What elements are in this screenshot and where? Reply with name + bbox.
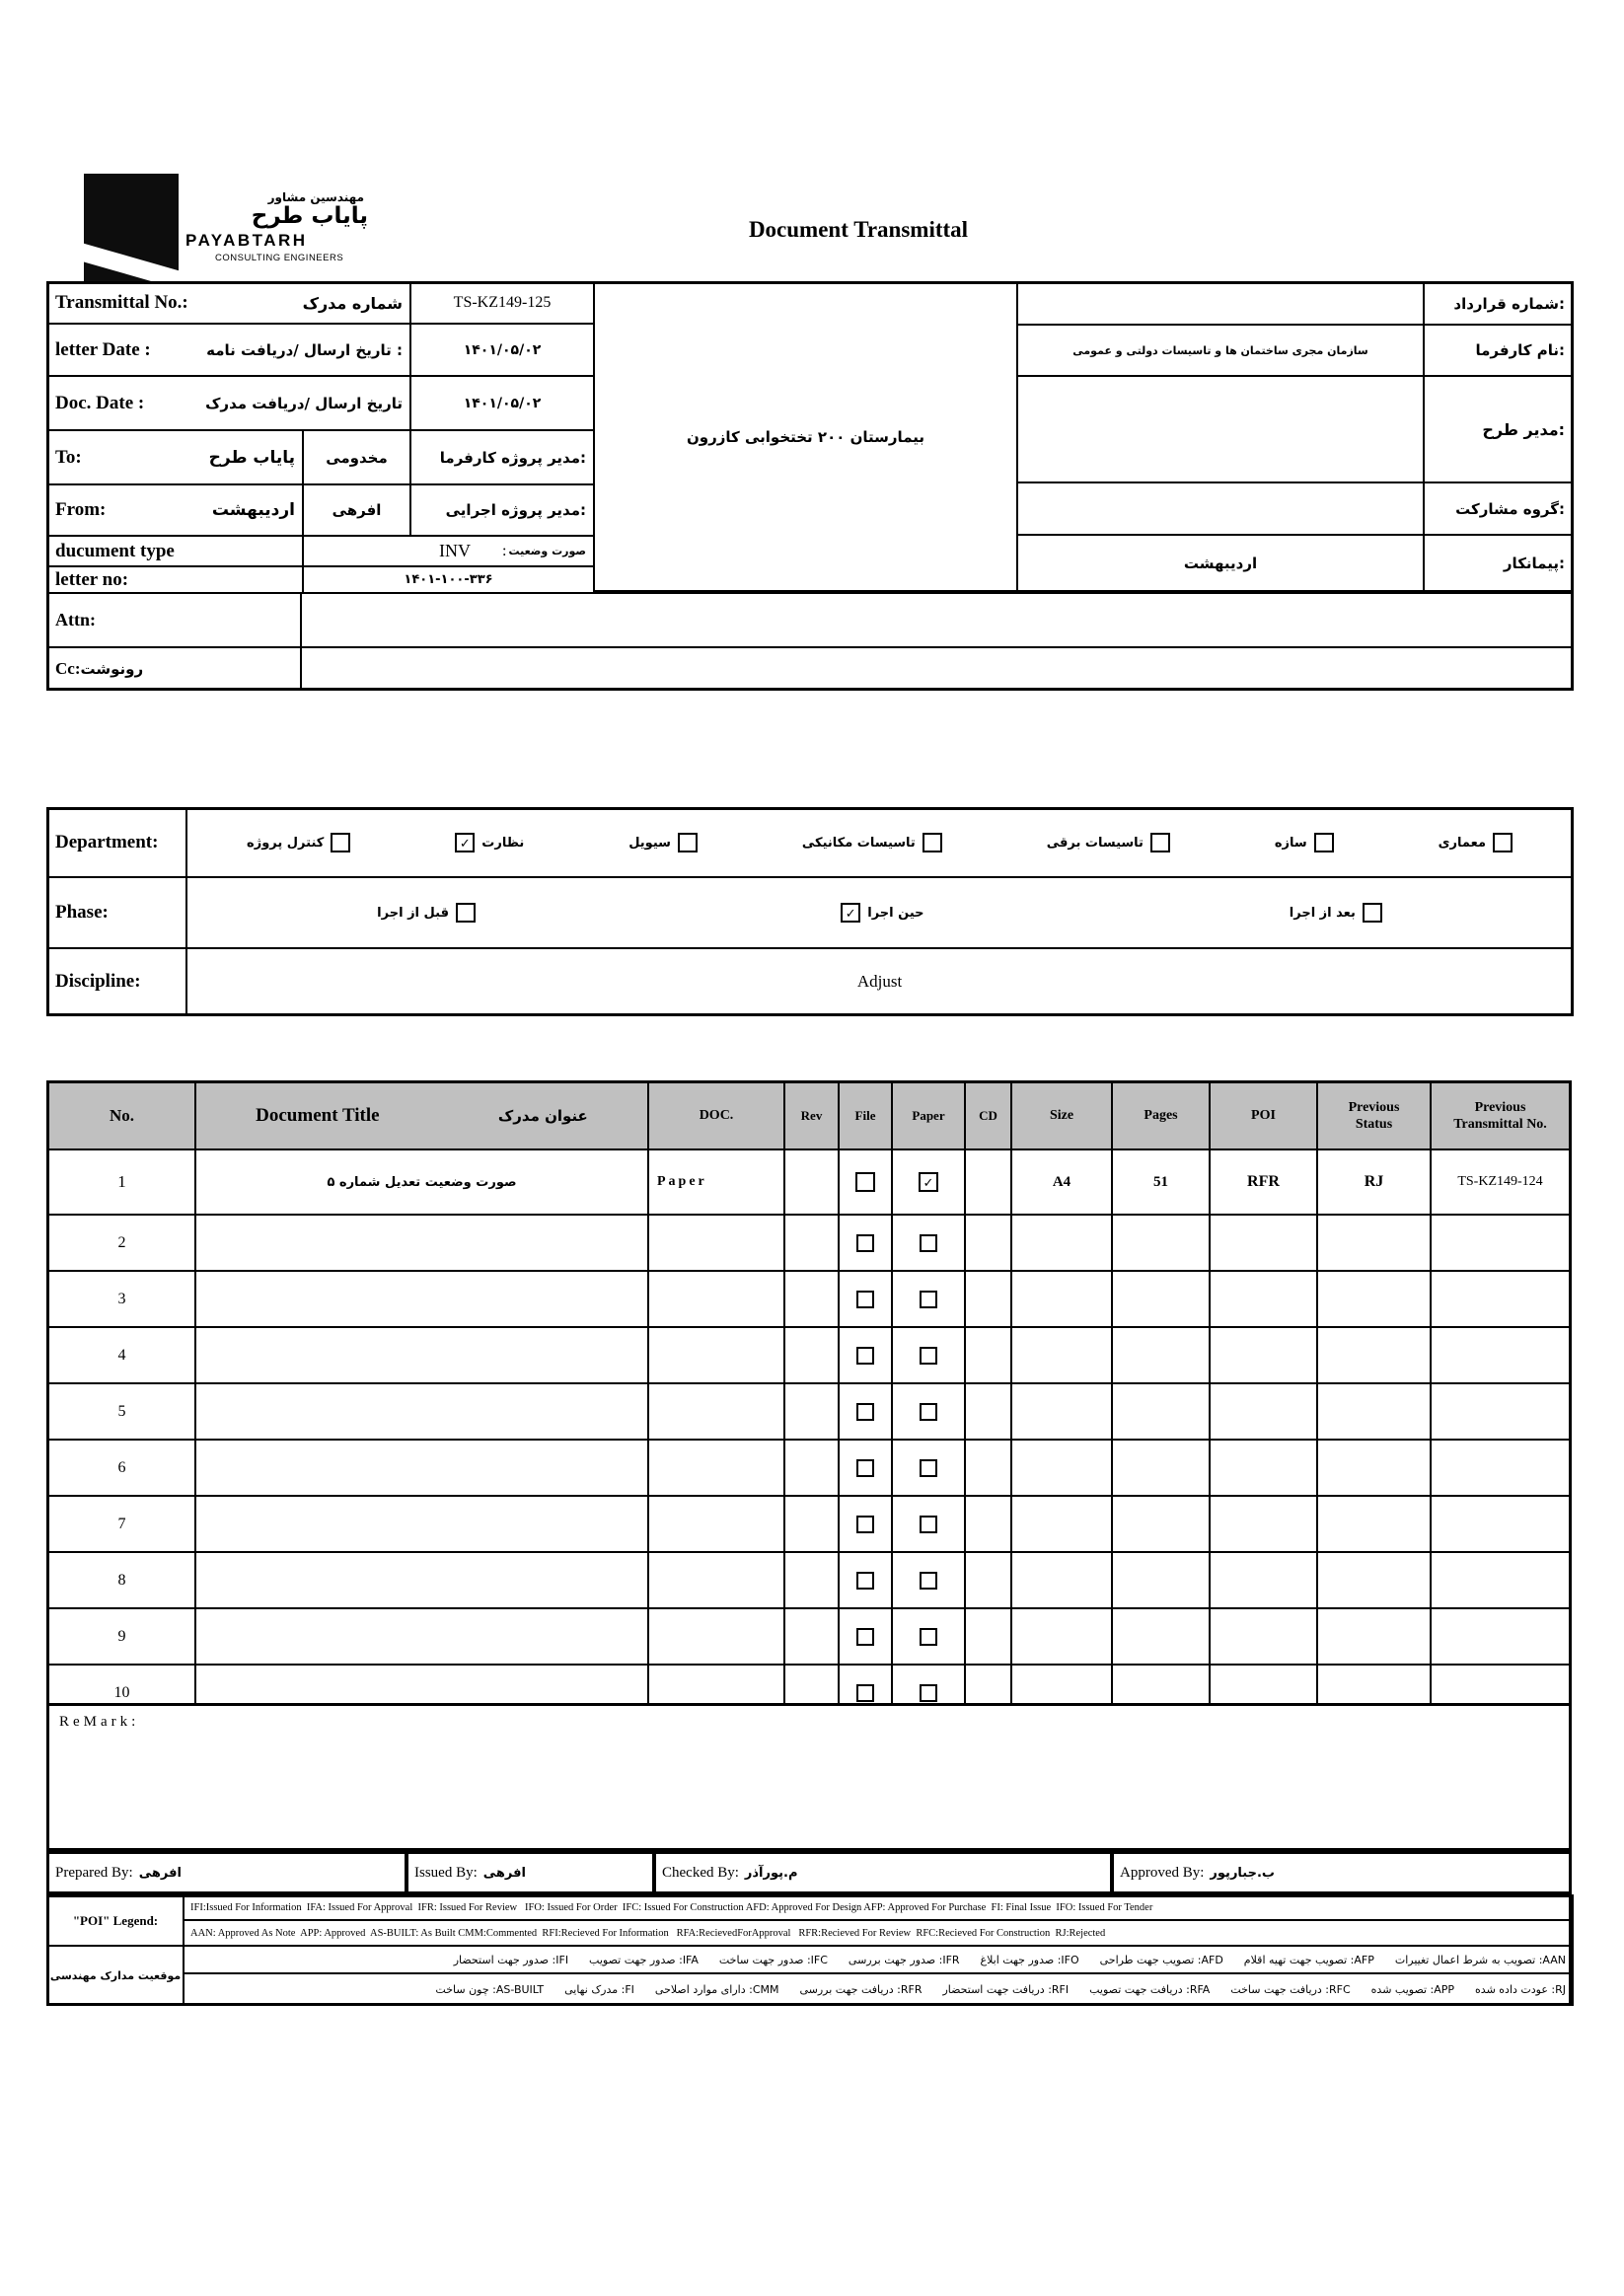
row1-file-cell	[840, 1150, 893, 1214]
contractor-value-cell	[1016, 534, 1425, 592]
row-pages	[1113, 1553, 1211, 1607]
row-poi	[1211, 1441, 1318, 1495]
to-person: مخدومی	[326, 448, 388, 467]
row-no: 10	[49, 1666, 196, 1720]
row-poi	[1211, 1384, 1318, 1439]
row-prev-transmittal	[1432, 1441, 1569, 1495]
col-prev-status	[1318, 1083, 1432, 1148]
checkbox-item	[1290, 903, 1382, 923]
paper-checkbox	[920, 1459, 937, 1477]
discipline-label-cell	[46, 947, 187, 1016]
contract-no-value-cell	[1016, 281, 1425, 326]
checkbox-item	[628, 833, 698, 852]
cc-label-cell	[46, 646, 302, 691]
poi-legend-label: "POI" Legend:	[72, 1912, 159, 1928]
row-doc	[649, 1216, 785, 1270]
row-size	[1012, 1216, 1113, 1270]
executive-pm-label-cell	[409, 483, 595, 537]
row-prev-status	[1318, 1553, 1432, 1607]
checkbox-item	[1047, 833, 1170, 852]
row-file-cell	[840, 1497, 893, 1551]
page-title: Document Transmittal	[748, 217, 969, 242]
row-size	[1012, 1609, 1113, 1664]
checkbox-item	[841, 903, 923, 923]
row-prev-transmittal	[1432, 1497, 1569, 1551]
row-rev	[785, 1272, 840, 1326]
company-brand	[185, 190, 378, 263]
to-value: پایاب طرح	[208, 447, 295, 468]
paper-checkbox	[920, 1628, 937, 1646]
unchecked-checkbox	[1363, 903, 1382, 923]
col-prev-status-line2: Status	[1355, 1117, 1393, 1132]
from-person: افرهی	[332, 501, 382, 519]
document-row-empty	[49, 1609, 1569, 1666]
col-title	[196, 1083, 649, 1148]
poi-legend-fa-line1: AAN: تصویب به شرط اعمال تغییرات AFP: تصویب جهت تهیه اقلام AFD: تصویب جهت طراحی IFO: صدور جهت ابلاغ IFR: صدور جهت بررسی IFC: صدور جهت ساخت IFA: صدور جهت تصویب IFI: صدور جهت استحضار	[183, 1945, 1574, 1974]
department-label: Department:	[55, 832, 159, 852]
jv-group-label-cell	[1423, 481, 1574, 536]
issued-by-value: افرهی	[482, 1865, 526, 1881]
row-title	[196, 1272, 649, 1326]
row-paper-cell	[893, 1272, 966, 1326]
design-manager-label-cell	[1423, 375, 1574, 483]
row1-doc: Paper	[649, 1150, 785, 1214]
row-poi	[1211, 1497, 1318, 1551]
checkbox-label: معماری	[1438, 835, 1487, 851]
row-title	[196, 1609, 649, 1664]
row1-cd	[966, 1150, 1012, 1214]
file-checkbox	[856, 1516, 874, 1533]
row-paper-cell	[893, 1328, 966, 1382]
row-paper-cell	[893, 1384, 966, 1439]
phase-label: Phase:	[55, 902, 109, 923]
row-doc	[649, 1272, 785, 1326]
discipline-value: Adjust	[856, 972, 903, 991]
letter-no-value: ۱۴۰۱-۱۰۰-۳۳۶	[404, 572, 493, 587]
row-doc	[649, 1328, 785, 1382]
row-cd	[966, 1272, 1012, 1326]
checkbox-label: سیویل	[628, 835, 671, 851]
checkbox-label: حین اجرا	[867, 905, 924, 921]
letter-date-value: ۱۴۰۱/۰۵/۰۲	[463, 341, 542, 358]
contractor-label-cell	[1423, 534, 1574, 592]
document-list-table	[46, 1080, 1572, 1723]
row-title	[196, 1328, 649, 1382]
brand-en-sub: CONSULTING ENGINEERS	[215, 253, 344, 264]
row-prev-status	[1318, 1441, 1432, 1495]
phase-label-cell	[46, 876, 187, 949]
to-cell	[46, 429, 304, 485]
checkbox-item	[377, 903, 476, 923]
doc-date-value: ۱۴۰۱/۰۵/۰۲	[463, 395, 542, 411]
col-prev-transmittal	[1432, 1083, 1569, 1148]
row-poi	[1211, 1272, 1318, 1326]
file-checkbox	[856, 1628, 874, 1646]
row-pages	[1113, 1609, 1211, 1664]
row-pages	[1113, 1441, 1211, 1495]
checked-by-value: م.پورآذر	[744, 1865, 798, 1881]
row-size	[1012, 1328, 1113, 1382]
row-no: 3	[49, 1272, 196, 1326]
unchecked-checkbox	[331, 833, 350, 852]
col-title-fa: عنوان مدرک	[497, 1107, 588, 1125]
row-doc	[649, 1441, 785, 1495]
file-checkbox	[856, 1347, 874, 1365]
checkbox-item	[1275, 833, 1334, 852]
prepared-by-cell	[46, 1851, 407, 1894]
row-file-cell	[840, 1272, 893, 1326]
row-no: 4	[49, 1328, 196, 1382]
contractor-value: اردیبهشت	[1183, 554, 1258, 572]
checkbox-label: نظارت	[481, 835, 525, 851]
doc-position-label-cell	[46, 1945, 185, 2006]
to-label: To:	[55, 446, 82, 468]
to-person-cell	[302, 429, 411, 485]
file-checkbox	[856, 1572, 874, 1590]
row-file-cell	[840, 1216, 893, 1270]
discipline-label: Discipline:	[55, 971, 141, 992]
letter-no-value-cell	[302, 565, 595, 594]
row-size	[1012, 1553, 1113, 1607]
document-type-value-cell	[302, 535, 595, 567]
row-prev-transmittal	[1432, 1609, 1569, 1664]
prepared-by-value: افرهی	[138, 1865, 182, 1881]
checked-by-cell	[653, 1851, 1113, 1894]
letter-date-label: letter Date :	[55, 338, 151, 360]
doc-date-label: Doc. Date :	[55, 392, 145, 413]
row-title	[196, 1553, 649, 1607]
brand-fa-small: مهندسین مشاور	[267, 190, 364, 204]
row-cd	[966, 1609, 1012, 1664]
row-title	[196, 1216, 649, 1270]
checkbox-label: تاسیسات برقی	[1046, 835, 1144, 851]
checkbox-item	[1439, 833, 1513, 852]
row-rev	[785, 1553, 840, 1607]
approved-by-label: Approved By:	[1120, 1864, 1205, 1881]
row-file-cell	[840, 1553, 893, 1607]
document-table-header	[49, 1083, 1569, 1150]
row-file-cell	[840, 1384, 893, 1439]
row-pages	[1113, 1497, 1211, 1551]
unchecked-checkbox	[678, 833, 698, 852]
prepared-by-label: Prepared By:	[55, 1864, 133, 1881]
file-checkbox	[856, 1234, 874, 1252]
brand-en-name: PAYABTARH	[185, 231, 308, 251]
document-row-empty	[49, 1497, 1569, 1553]
row1-no: 1	[49, 1150, 196, 1214]
transmittal-no-label-cell	[46, 281, 411, 325]
file-checkbox	[856, 1291, 874, 1308]
row-doc	[649, 1497, 785, 1551]
paper-checkbox	[920, 1291, 937, 1308]
row-no: 2	[49, 1216, 196, 1270]
row-cd	[966, 1384, 1012, 1439]
col-prev-transmittal-line2: Transmittal No.	[1453, 1117, 1547, 1132]
row1-prev-status: RJ	[1318, 1150, 1432, 1214]
col-prev-status-line1: Previous	[1348, 1099, 1400, 1115]
attn-label: Attn:	[55, 610, 96, 630]
client-name-value: سازمان مجری ساختمان ها و تاسیسات دولتی و عمومی	[1072, 343, 1368, 357]
checked-checkbox: ✓	[841, 903, 860, 923]
document-row-empty	[49, 1553, 1569, 1609]
approved-by-value: ب.جبارپور	[1210, 1865, 1275, 1881]
unchecked-checkbox	[1493, 833, 1513, 852]
document-row-empty	[49, 1384, 1569, 1441]
paper-checkbox	[920, 1347, 937, 1365]
poi-legend-fa-line2: RJ: عودت داده شده APP: تصویب شده RFC: دریافت جهت ساخت RFA: دریافت جهت تصویب RFI: دریافت جهت استحضار RFR: دریافت جهت بررسی CMM: دارای موارد اصلاحی FI: مدرک نهایی AS-BUILT: چون ساخت	[183, 1972, 1574, 2006]
contractor-label: پیمانکار:	[1503, 554, 1565, 572]
remark-label: ReMark:	[59, 1714, 140, 1730]
row-size	[1012, 1441, 1113, 1495]
paper-checkbox	[920, 1403, 937, 1421]
row-doc	[649, 1609, 785, 1664]
row-file-cell	[840, 1328, 893, 1382]
client-pm-label-cell	[409, 429, 595, 485]
issued-by-label: Issued By:	[414, 1864, 478, 1881]
project-name-cell	[593, 281, 1018, 592]
project-name: بیمارستان ۲۰۰ تختخوابی کازرون	[686, 427, 925, 446]
row-paper-cell	[893, 1441, 966, 1495]
row-prev-transmittal	[1432, 1328, 1569, 1382]
unchecked-checkbox	[1314, 833, 1334, 852]
row-prev-transmittal	[1432, 1272, 1569, 1326]
document-row-empty	[49, 1216, 1569, 1272]
row-no: 5	[49, 1384, 196, 1439]
letter-date-label-fa: تاریخ ارسال /دریافت نامه :	[206, 340, 403, 359]
paper-checkbox	[920, 1572, 937, 1590]
letter-no-label-cell	[46, 565, 304, 594]
row-prev-transmittal	[1432, 1553, 1569, 1607]
document-row-empty	[49, 1441, 1569, 1497]
row-cd	[966, 1441, 1012, 1495]
row-no: 9	[49, 1609, 196, 1664]
row-rev	[785, 1609, 840, 1664]
row-cd	[966, 1328, 1012, 1382]
attn-value-cell	[300, 592, 1574, 648]
row-rev	[785, 1216, 840, 1270]
col-prev-transmittal-line1: Previous	[1474, 1099, 1526, 1115]
discipline-value-cell	[185, 947, 1574, 1016]
from-cell	[46, 483, 304, 537]
approved-by-cell	[1111, 1851, 1572, 1894]
row-paper-cell	[893, 1609, 966, 1664]
row-doc	[649, 1384, 785, 1439]
checkbox-label: تاسیسات مکانیکی	[801, 835, 916, 851]
document-type-fa: صورت وضعیت	[508, 545, 586, 557]
design-manager-value-cell	[1016, 375, 1425, 483]
row1-paper-cell	[893, 1150, 966, 1214]
row-rev	[785, 1441, 840, 1495]
poi-legend-label-cell	[46, 1894, 185, 1947]
row1-prev-transmittal: TS-KZ149-124	[1457, 1174, 1543, 1189]
client-name-label: نام کارفرما:	[1475, 341, 1565, 359]
row-prev-status	[1318, 1216, 1432, 1270]
col-size: Size	[1012, 1083, 1113, 1148]
checkbox-label: کنترل پروژه	[247, 835, 325, 851]
design-manager-label: مدیر طرح:	[1482, 419, 1565, 439]
col-doc: DOC.	[649, 1083, 785, 1148]
row-prev-status	[1318, 1272, 1432, 1326]
unchecked-checkbox	[923, 833, 942, 852]
row-prev-status	[1318, 1328, 1432, 1382]
department-checklist	[185, 807, 1574, 878]
file-checkbox	[856, 1684, 874, 1702]
col-title-en: Document Title	[256, 1105, 380, 1126]
row-rev	[785, 1497, 840, 1551]
checked-checkbox: ✓	[455, 833, 475, 852]
row-size	[1012, 1272, 1113, 1326]
row-file-cell	[840, 1609, 893, 1664]
row-cd	[966, 1216, 1012, 1270]
contract-no-label: شماره قرارداد:	[1453, 294, 1565, 313]
transmittal-no-label: Transmittal No.:	[55, 292, 188, 313]
col-file: File	[840, 1083, 893, 1148]
row-paper-cell	[893, 1553, 966, 1607]
row-no: 8	[49, 1553, 196, 1607]
file-checkbox	[856, 1403, 874, 1421]
row-prev-transmittal	[1432, 1216, 1569, 1270]
document-type-value: INV	[439, 541, 471, 560]
row-paper-cell	[893, 1497, 966, 1551]
row-cd	[966, 1553, 1012, 1607]
checkbox-item	[247, 833, 350, 852]
row-pages	[1113, 1216, 1211, 1270]
poi-legend-en-line2: AAN: Approved As Note APP: Approved AS-BUILT: As Built CMM:Commented RFI:Recieved For Information RFA:RecievedForApproval RFR:Recieved For Review RFC:Recieved For Construction RJ:Rejected	[183, 1919, 1574, 1947]
col-cd: CD	[966, 1083, 1012, 1148]
document-row-empty	[49, 1328, 1569, 1384]
document-row-1	[49, 1150, 1569, 1216]
unchecked-checkbox	[456, 903, 476, 923]
file-checkbox	[855, 1172, 875, 1192]
col-rev: Rev	[785, 1083, 840, 1148]
row-prev-status	[1318, 1497, 1432, 1551]
row-rev	[785, 1328, 840, 1382]
document-type-label-cell	[46, 535, 304, 567]
row-pages	[1113, 1384, 1211, 1439]
doc-date-value-cell	[409, 375, 595, 431]
row-pages	[1113, 1328, 1211, 1382]
paper-checkbox	[920, 1234, 937, 1252]
checkbox-label: سازه	[1274, 835, 1307, 851]
paper-checkbox	[920, 1684, 937, 1702]
row-rev	[785, 1384, 840, 1439]
row-poi	[1211, 1216, 1318, 1270]
executive-pm-label: مدیر پروژه اجرایی:	[445, 501, 586, 519]
row-cd	[966, 1497, 1012, 1551]
department-label-cell	[46, 807, 187, 878]
row1-title: صورت وضعیت تعدیل شماره ۵	[196, 1150, 649, 1214]
brand-fa-name: پایاب طرح	[251, 203, 368, 229]
document-type-colon: :	[502, 542, 507, 559]
row-doc	[649, 1553, 785, 1607]
letter-date-value-cell	[409, 323, 595, 377]
row1-rev	[785, 1150, 840, 1214]
from-label: From:	[55, 499, 107, 520]
row-title	[196, 1441, 649, 1495]
paper-checkbox	[920, 1516, 937, 1533]
checkbox-item	[802, 833, 942, 852]
jv-group-value-cell	[1016, 481, 1425, 536]
from-person-cell	[302, 483, 411, 537]
col-no: No.	[49, 1083, 196, 1148]
row-pages	[1113, 1272, 1211, 1326]
row-no: 7	[49, 1497, 196, 1551]
doc-date-label-cell	[46, 375, 411, 431]
row-size	[1012, 1497, 1113, 1551]
cc-value-cell	[300, 646, 1574, 691]
letter-date-label-cell	[46, 323, 411, 377]
jv-group-label: گروه مشارکت:	[1455, 499, 1565, 518]
doc-position-label: موقعیت مدارک مهندسی	[49, 1968, 182, 1982]
client-pm-label: مدیر پروژه کارفرما:	[439, 448, 586, 467]
row-title	[196, 1384, 649, 1439]
issued-by-cell	[406, 1851, 655, 1894]
row-file-cell	[840, 1441, 893, 1495]
row-poi	[1211, 1328, 1318, 1382]
from-value: اردیبهشت	[211, 500, 295, 520]
contract-no-label-cell	[1423, 281, 1574, 326]
file-checkbox	[856, 1459, 874, 1477]
cc-label: Cc:	[55, 658, 81, 678]
paper-checkbox: ✓	[919, 1172, 938, 1192]
row1-size: A4	[1012, 1150, 1113, 1214]
client-name-value-cell	[1016, 324, 1425, 377]
cc-label-fa: رونوشت	[80, 659, 144, 678]
document-type-label: ducument type	[55, 540, 175, 561]
remark-section	[46, 1703, 1572, 1851]
checkbox-label: بعد از اجرا	[1289, 905, 1356, 921]
row-poi	[1211, 1553, 1318, 1607]
attn-label-cell	[46, 592, 302, 648]
row-prev-transmittal	[1432, 1384, 1569, 1439]
row-title	[196, 1497, 649, 1551]
checkbox-label: قبل از اجرا	[377, 905, 449, 921]
checkbox-item	[455, 833, 524, 852]
checked-by-label: Checked By:	[662, 1864, 739, 1881]
row-no: 6	[49, 1441, 196, 1495]
row-size	[1012, 1384, 1113, 1439]
letter-no-label: letter no:	[55, 568, 129, 590]
col-paper: Paper	[893, 1083, 966, 1148]
row-poi	[1211, 1609, 1318, 1664]
poi-legend-en-line1: IFI:Issued For Information IFA: Issued For Approval IFR: Issued For Review IFO: Issued For Order IFC: Issued For Construction AFD: Approved For Design AFP: Approved For Purchase FI: Final Issue IFO: Issued For Tender	[183, 1894, 1574, 1921]
row1-pages: 51	[1113, 1150, 1211, 1214]
col-pages: Pages	[1113, 1083, 1211, 1148]
transmittal-no-value: TS-KZ149-125	[453, 294, 552, 311]
transmittal-no-label-fa: شماره مدرک	[302, 293, 403, 313]
phase-checklist	[185, 876, 1574, 949]
row-prev-status	[1318, 1384, 1432, 1439]
doc-date-label-fa: تاریخ ارسال /دریافت مدرک	[205, 394, 403, 412]
col-poi: POI	[1211, 1083, 1318, 1148]
document-row-empty	[49, 1272, 1569, 1328]
row1-poi: RFR	[1211, 1150, 1318, 1214]
client-name-label-cell	[1423, 324, 1574, 377]
row-prev-status	[1318, 1609, 1432, 1664]
transmittal-no-value-cell	[409, 281, 595, 325]
row-paper-cell	[893, 1216, 966, 1270]
unchecked-checkbox	[1150, 833, 1170, 852]
